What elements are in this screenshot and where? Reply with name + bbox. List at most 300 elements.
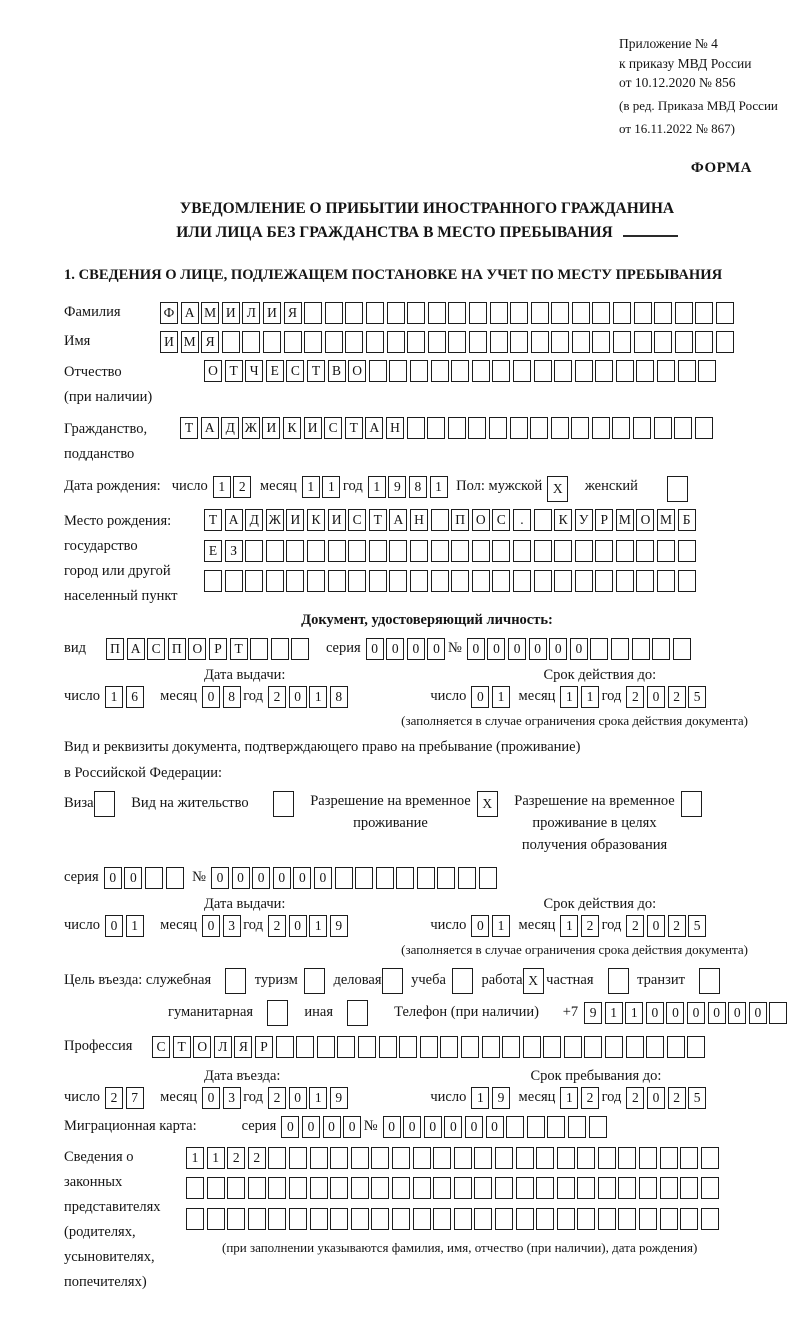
- form-cell[interactable]: [492, 570, 510, 592]
- form-cell[interactable]: Т: [225, 360, 243, 382]
- form-cell[interactable]: [554, 360, 572, 382]
- form-cell[interactable]: 1: [302, 476, 320, 498]
- form-cell[interactable]: Ж: [242, 417, 260, 439]
- form-cell[interactable]: [222, 331, 240, 353]
- form-cell[interactable]: А: [201, 417, 219, 439]
- form-cell[interactable]: [451, 540, 469, 562]
- form-cell[interactable]: [399, 1036, 417, 1058]
- form-cell[interactable]: 1: [309, 915, 327, 937]
- form-cell[interactable]: [371, 1147, 389, 1169]
- form-cell[interactable]: С: [286, 360, 304, 382]
- form-cell[interactable]: [227, 1177, 245, 1199]
- form-cell[interactable]: [452, 968, 473, 994]
- form-cell[interactable]: 1: [309, 686, 327, 708]
- form-cell[interactable]: 1: [105, 686, 123, 708]
- form-cell[interactable]: [716, 302, 734, 324]
- form-cell[interactable]: [268, 1208, 286, 1230]
- form-cell[interactable]: 6: [126, 686, 144, 708]
- form-cell[interactable]: С: [147, 638, 165, 660]
- form-cell[interactable]: [348, 540, 366, 562]
- form-cell[interactable]: [701, 1208, 719, 1230]
- form-cell[interactable]: 1: [560, 1087, 578, 1109]
- form-cell[interactable]: [289, 1147, 307, 1169]
- form-cell[interactable]: О: [188, 638, 206, 660]
- form-cell[interactable]: Д: [221, 417, 239, 439]
- form-cell[interactable]: [506, 1116, 524, 1138]
- form-cell[interactable]: 0: [293, 867, 311, 889]
- form-cell[interactable]: 0: [124, 867, 142, 889]
- form-cell[interactable]: Т: [204, 509, 222, 531]
- form-cell[interactable]: [495, 1177, 513, 1199]
- form-cell[interactable]: [513, 360, 531, 382]
- form-cell[interactable]: [310, 1147, 328, 1169]
- form-cell[interactable]: [366, 331, 384, 353]
- form-cell[interactable]: 0: [749, 1002, 767, 1024]
- form-cell[interactable]: [351, 1147, 369, 1169]
- form-cell[interactable]: [407, 417, 425, 439]
- form-cell[interactable]: 5: [688, 915, 706, 937]
- form-cell[interactable]: [413, 1177, 431, 1199]
- form-cell[interactable]: [448, 331, 466, 353]
- form-cell[interactable]: Е: [266, 360, 284, 382]
- form-cell[interactable]: 0: [549, 638, 567, 660]
- form-cell[interactable]: [592, 302, 610, 324]
- form-cell[interactable]: [392, 1147, 410, 1169]
- form-cell[interactable]: 0: [202, 915, 220, 937]
- form-cell[interactable]: 0: [211, 867, 229, 889]
- form-cell[interactable]: [680, 1147, 698, 1169]
- form-cell[interactable]: X: [523, 968, 544, 994]
- form-cell[interactable]: [431, 540, 449, 562]
- form-cell[interactable]: [536, 1147, 554, 1169]
- form-cell[interactable]: [639, 1177, 657, 1199]
- form-cell[interactable]: [636, 570, 654, 592]
- form-cell[interactable]: [330, 1208, 348, 1230]
- form-cell[interactable]: З: [225, 540, 243, 562]
- form-cell[interactable]: [451, 570, 469, 592]
- form-cell[interactable]: [554, 540, 572, 562]
- form-cell[interactable]: 0: [646, 1002, 664, 1024]
- form-cell[interactable]: [469, 302, 487, 324]
- form-cell[interactable]: [678, 570, 696, 592]
- form-cell[interactable]: [347, 1000, 368, 1026]
- form-cell[interactable]: [207, 1177, 225, 1199]
- form-cell[interactable]: [489, 417, 507, 439]
- form-cell[interactable]: [577, 1177, 595, 1199]
- form-cell[interactable]: И: [222, 302, 240, 324]
- form-cell[interactable]: [611, 638, 629, 660]
- form-cell[interactable]: [248, 1177, 266, 1199]
- form-cell[interactable]: 0: [105, 915, 123, 937]
- form-cell[interactable]: 0: [647, 915, 665, 937]
- form-cell[interactable]: [245, 540, 263, 562]
- form-cell[interactable]: [667, 1036, 685, 1058]
- form-cell[interactable]: [598, 1147, 616, 1169]
- form-cell[interactable]: [618, 1208, 636, 1230]
- form-cell[interactable]: [358, 1036, 376, 1058]
- form-cell[interactable]: Р: [209, 638, 227, 660]
- form-cell[interactable]: [310, 1177, 328, 1199]
- form-cell[interactable]: [557, 1208, 575, 1230]
- form-cell[interactable]: [616, 570, 634, 592]
- form-cell[interactable]: [225, 570, 243, 592]
- form-cell[interactable]: 8: [223, 686, 241, 708]
- form-cell[interactable]: [523, 1036, 541, 1058]
- form-cell[interactable]: 0: [252, 867, 270, 889]
- form-cell[interactable]: Д: [245, 509, 263, 531]
- form-cell[interactable]: [557, 1177, 575, 1199]
- form-cell[interactable]: [680, 1177, 698, 1199]
- form-cell[interactable]: [633, 417, 651, 439]
- form-cell[interactable]: [572, 331, 590, 353]
- form-cell[interactable]: [513, 570, 531, 592]
- form-cell[interactable]: 2: [626, 686, 644, 708]
- form-cell[interactable]: [531, 331, 549, 353]
- form-cell[interactable]: О: [636, 509, 654, 531]
- form-cell[interactable]: [516, 1177, 534, 1199]
- form-cell[interactable]: Т: [369, 509, 387, 531]
- form-cell[interactable]: А: [225, 509, 243, 531]
- form-cell[interactable]: 1: [213, 476, 231, 498]
- form-cell[interactable]: [94, 791, 115, 817]
- form-cell[interactable]: [695, 302, 713, 324]
- form-cell[interactable]: 2: [581, 1087, 599, 1109]
- form-cell[interactable]: [530, 417, 548, 439]
- form-cell[interactable]: [612, 417, 630, 439]
- form-cell[interactable]: [589, 1116, 607, 1138]
- form-cell[interactable]: [433, 1208, 451, 1230]
- form-cell[interactable]: [598, 1208, 616, 1230]
- form-cell[interactable]: [472, 570, 490, 592]
- form-cell[interactable]: 1: [430, 476, 448, 498]
- form-cell[interactable]: [608, 968, 629, 994]
- form-cell[interactable]: [392, 1177, 410, 1199]
- form-cell[interactable]: 7: [126, 1087, 144, 1109]
- form-cell[interactable]: [595, 540, 613, 562]
- form-cell[interactable]: Л: [242, 302, 260, 324]
- form-cell[interactable]: [636, 540, 654, 562]
- form-cell[interactable]: [572, 302, 590, 324]
- form-cell[interactable]: 0: [366, 638, 384, 660]
- form-cell[interactable]: [448, 302, 466, 324]
- form-cell[interactable]: [410, 540, 428, 562]
- form-cell[interactable]: 1: [625, 1002, 643, 1024]
- form-cell[interactable]: [534, 570, 552, 592]
- form-cell[interactable]: [510, 417, 528, 439]
- form-cell[interactable]: [613, 302, 631, 324]
- form-cell[interactable]: 9: [492, 1087, 510, 1109]
- form-cell[interactable]: [396, 867, 414, 889]
- form-cell[interactable]: [348, 570, 366, 592]
- form-cell[interactable]: 0: [403, 1116, 421, 1138]
- form-cell[interactable]: [681, 791, 702, 817]
- form-cell[interactable]: [186, 1177, 204, 1199]
- form-cell[interactable]: [351, 1208, 369, 1230]
- form-cell[interactable]: [387, 331, 405, 353]
- form-cell[interactable]: [495, 1208, 513, 1230]
- form-cell[interactable]: 1: [605, 1002, 623, 1024]
- form-cell[interactable]: 0: [289, 1087, 307, 1109]
- form-cell[interactable]: [695, 331, 713, 353]
- form-cell[interactable]: [296, 1036, 314, 1058]
- form-cell[interactable]: [598, 1177, 616, 1199]
- form-cell[interactable]: [366, 302, 384, 324]
- form-cell[interactable]: 0: [424, 1116, 442, 1138]
- form-cell[interactable]: 1: [492, 686, 510, 708]
- form-cell[interactable]: С: [492, 509, 510, 531]
- form-cell[interactable]: 1: [186, 1147, 204, 1169]
- form-cell[interactable]: 1: [492, 915, 510, 937]
- form-cell[interactable]: 8: [409, 476, 427, 498]
- form-cell[interactable]: [536, 1177, 554, 1199]
- form-cell[interactable]: 0: [647, 1087, 665, 1109]
- form-cell[interactable]: [413, 1147, 431, 1169]
- form-cell[interactable]: И: [263, 302, 281, 324]
- form-cell[interactable]: 1: [560, 915, 578, 937]
- form-cell[interactable]: [351, 1177, 369, 1199]
- form-cell[interactable]: [392, 1208, 410, 1230]
- form-cell[interactable]: [660, 1147, 678, 1169]
- form-cell[interactable]: [584, 1036, 602, 1058]
- form-cell[interactable]: [330, 1147, 348, 1169]
- form-cell[interactable]: [248, 1208, 266, 1230]
- form-cell[interactable]: 2: [268, 1087, 286, 1109]
- form-cell[interactable]: [646, 1036, 664, 1058]
- form-cell[interactable]: 0: [289, 686, 307, 708]
- form-cell[interactable]: [482, 1036, 500, 1058]
- form-cell[interactable]: [510, 302, 528, 324]
- form-cell[interactable]: 0: [343, 1116, 361, 1138]
- form-cell[interactable]: [592, 331, 610, 353]
- form-cell[interactable]: Т: [173, 1036, 191, 1058]
- form-cell[interactable]: [516, 1208, 534, 1230]
- form-cell[interactable]: П: [451, 509, 469, 531]
- form-cell[interactable]: [616, 360, 634, 382]
- form-cell[interactable]: [592, 417, 610, 439]
- form-cell[interactable]: О: [193, 1036, 211, 1058]
- form-cell[interactable]: С: [324, 417, 342, 439]
- form-cell[interactable]: 1: [368, 476, 386, 498]
- form-cell[interactable]: [654, 417, 672, 439]
- form-cell[interactable]: [571, 417, 589, 439]
- form-cell[interactable]: 9: [330, 1087, 348, 1109]
- form-cell[interactable]: [769, 1002, 787, 1024]
- form-cell[interactable]: [564, 1036, 582, 1058]
- form-cell[interactable]: [431, 570, 449, 592]
- form-cell[interactable]: [304, 302, 322, 324]
- form-cell[interactable]: 0: [444, 1116, 462, 1138]
- form-cell[interactable]: [616, 540, 634, 562]
- form-cell[interactable]: П: [168, 638, 186, 660]
- form-cell[interactable]: X: [547, 476, 568, 502]
- form-cell[interactable]: [417, 867, 435, 889]
- form-cell[interactable]: 0: [407, 638, 425, 660]
- form-cell[interactable]: 0: [302, 1116, 320, 1138]
- form-cell[interactable]: [454, 1147, 472, 1169]
- form-cell[interactable]: [330, 1177, 348, 1199]
- form-cell[interactable]: [474, 1208, 492, 1230]
- form-cell[interactable]: 0: [289, 915, 307, 937]
- form-cell[interactable]: 0: [666, 1002, 684, 1024]
- form-cell[interactable]: [379, 1036, 397, 1058]
- form-cell[interactable]: У: [575, 509, 593, 531]
- form-cell[interactable]: [698, 360, 716, 382]
- form-cell[interactable]: [543, 1036, 561, 1058]
- form-cell[interactable]: Б: [678, 509, 696, 531]
- form-cell[interactable]: [527, 1116, 545, 1138]
- form-cell[interactable]: 0: [427, 638, 445, 660]
- form-cell[interactable]: Ж: [266, 509, 284, 531]
- form-cell[interactable]: 8: [330, 686, 348, 708]
- form-cell[interactable]: [474, 1147, 492, 1169]
- form-cell[interactable]: Т: [180, 417, 198, 439]
- form-cell[interactable]: [145, 867, 163, 889]
- form-cell[interactable]: [674, 417, 692, 439]
- form-cell[interactable]: [551, 417, 569, 439]
- form-cell[interactable]: [286, 540, 304, 562]
- form-cell[interactable]: [468, 417, 486, 439]
- form-cell[interactable]: 1: [126, 915, 144, 937]
- form-cell[interactable]: [227, 1208, 245, 1230]
- form-cell[interactable]: К: [283, 417, 301, 439]
- form-cell[interactable]: [289, 1208, 307, 1230]
- form-cell[interactable]: 9: [330, 915, 348, 937]
- form-cell[interactable]: [325, 331, 343, 353]
- form-cell[interactable]: 2: [268, 915, 286, 937]
- form-cell[interactable]: 2: [668, 915, 686, 937]
- form-cell[interactable]: [675, 331, 693, 353]
- form-cell[interactable]: [291, 638, 309, 660]
- form-cell[interactable]: [454, 1208, 472, 1230]
- form-cell[interactable]: 0: [708, 1002, 726, 1024]
- form-cell[interactable]: [289, 1177, 307, 1199]
- form-cell[interactable]: [186, 1208, 204, 1230]
- form-cell[interactable]: Л: [214, 1036, 232, 1058]
- form-cell[interactable]: [286, 570, 304, 592]
- form-cell[interactable]: 2: [668, 686, 686, 708]
- form-cell[interactable]: [632, 638, 650, 660]
- form-cell[interactable]: [490, 302, 508, 324]
- form-cell[interactable]: 0: [383, 1116, 401, 1138]
- form-cell[interactable]: 0: [467, 638, 485, 660]
- form-cell[interactable]: М: [181, 331, 199, 353]
- form-cell[interactable]: С: [348, 509, 366, 531]
- form-cell[interactable]: 2: [105, 1087, 123, 1109]
- form-cell[interactable]: [369, 570, 387, 592]
- form-cell[interactable]: [568, 1116, 586, 1138]
- form-cell[interactable]: И: [262, 417, 280, 439]
- form-cell[interactable]: [699, 968, 720, 994]
- form-cell[interactable]: [245, 570, 263, 592]
- form-cell[interactable]: 0: [273, 867, 291, 889]
- form-cell[interactable]: [207, 1208, 225, 1230]
- form-cell[interactable]: [502, 1036, 520, 1058]
- form-cell[interactable]: 2: [581, 915, 599, 937]
- form-cell[interactable]: 0: [570, 638, 588, 660]
- form-cell[interactable]: Е: [204, 540, 222, 562]
- form-cell[interactable]: [472, 540, 490, 562]
- form-cell[interactable]: [695, 417, 713, 439]
- form-cell[interactable]: [716, 331, 734, 353]
- form-cell[interactable]: 0: [281, 1116, 299, 1138]
- form-cell[interactable]: [516, 1147, 534, 1169]
- form-cell[interactable]: [317, 1036, 335, 1058]
- form-cell[interactable]: [667, 476, 688, 502]
- form-cell[interactable]: [652, 638, 670, 660]
- form-cell[interactable]: К: [554, 509, 572, 531]
- form-cell[interactable]: 1: [207, 1147, 225, 1169]
- form-cell[interactable]: [420, 1036, 438, 1058]
- form-cell[interactable]: [382, 968, 403, 994]
- form-cell[interactable]: [271, 638, 289, 660]
- form-cell[interactable]: 5: [688, 1087, 706, 1109]
- form-cell[interactable]: 2: [233, 476, 251, 498]
- form-cell[interactable]: [618, 1177, 636, 1199]
- form-cell[interactable]: [204, 570, 222, 592]
- form-cell[interactable]: [472, 360, 490, 382]
- form-cell[interactable]: [657, 540, 675, 562]
- form-cell[interactable]: [492, 360, 510, 382]
- form-cell[interactable]: А: [389, 509, 407, 531]
- form-cell[interactable]: [431, 509, 449, 531]
- form-cell[interactable]: [577, 1208, 595, 1230]
- form-cell[interactable]: 0: [232, 867, 250, 889]
- form-cell[interactable]: 0: [471, 686, 489, 708]
- form-cell[interactable]: Ф: [160, 302, 178, 324]
- form-cell[interactable]: Р: [255, 1036, 273, 1058]
- form-cell[interactable]: 0: [487, 638, 505, 660]
- form-cell[interactable]: [433, 1177, 451, 1199]
- form-cell[interactable]: [626, 1036, 644, 1058]
- form-cell[interactable]: 9: [584, 1002, 602, 1024]
- form-cell[interactable]: [680, 1208, 698, 1230]
- form-cell[interactable]: 2: [626, 1087, 644, 1109]
- form-cell[interactable]: 2: [268, 686, 286, 708]
- form-cell[interactable]: [355, 867, 373, 889]
- form-cell[interactable]: И: [328, 509, 346, 531]
- form-cell[interactable]: [660, 1177, 678, 1199]
- form-cell[interactable]: [575, 540, 593, 562]
- form-cell[interactable]: [276, 1036, 294, 1058]
- form-cell[interactable]: [575, 570, 593, 592]
- form-cell[interactable]: [268, 1147, 286, 1169]
- form-cell[interactable]: В: [328, 360, 346, 382]
- form-cell[interactable]: Н: [410, 509, 428, 531]
- form-cell[interactable]: [678, 540, 696, 562]
- form-cell[interactable]: [461, 1036, 479, 1058]
- form-cell[interactable]: [474, 1177, 492, 1199]
- form-cell[interactable]: [371, 1177, 389, 1199]
- form-cell[interactable]: [310, 1208, 328, 1230]
- form-cell[interactable]: [639, 1147, 657, 1169]
- form-cell[interactable]: И: [160, 331, 178, 353]
- form-cell[interactable]: [534, 360, 552, 382]
- form-cell[interactable]: Т: [345, 417, 363, 439]
- form-cell[interactable]: [595, 570, 613, 592]
- form-cell[interactable]: [547, 1116, 565, 1138]
- form-cell[interactable]: М: [201, 302, 219, 324]
- form-cell[interactable]: 0: [104, 867, 122, 889]
- form-cell[interactable]: [263, 331, 281, 353]
- form-cell[interactable]: 0: [202, 1087, 220, 1109]
- form-cell[interactable]: [407, 302, 425, 324]
- form-cell[interactable]: [451, 360, 469, 382]
- form-cell[interactable]: [440, 1036, 458, 1058]
- form-cell[interactable]: 1: [322, 476, 340, 498]
- form-cell[interactable]: [657, 570, 675, 592]
- form-cell[interactable]: 0: [471, 915, 489, 937]
- form-cell[interactable]: [595, 360, 613, 382]
